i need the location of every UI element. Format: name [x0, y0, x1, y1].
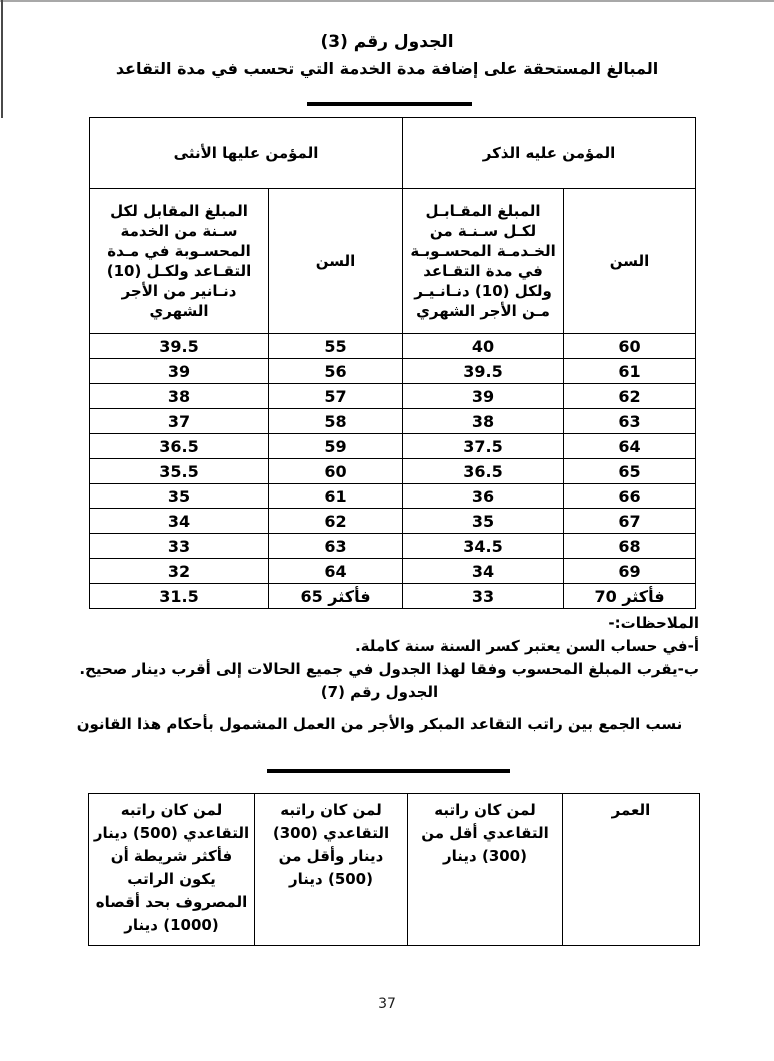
male-age-cell: 65 [564, 459, 696, 484]
table3-subtitle: المبالغ المستحقة على إضافة مدة الخدمة التي تحسب في مدة التقاعد [115, 59, 659, 78]
table3-body [90, 118, 696, 609]
female-age-cell: 63 [269, 534, 403, 559]
table7 [88, 793, 700, 946]
male-amount-cell: 34 [403, 559, 564, 584]
title-underline [307, 102, 472, 106]
male-amount-cell: 36 [403, 484, 564, 509]
table3-data-row [90, 534, 696, 559]
male-insured-header: المؤمن عليه الذكر [403, 118, 696, 189]
male-age-cell: 60 [564, 334, 696, 359]
female-amount-cell: 35 [90, 484, 269, 509]
table3-data-row [90, 484, 696, 509]
male-age-cell: 61 [564, 359, 696, 384]
male-age-cell: 66 [564, 484, 696, 509]
notes-section [60, 612, 699, 736]
female-amount-cell: 36.5 [90, 434, 269, 459]
scan-artifact-top-edge [0, 0, 774, 2]
female-amount-column-header: المبلغ المقابل لكل سـنة من الخدمة المحسـوبة في مـدة التقـاعد ولكـل (10) دنـانير من الأجر الشهري [90, 189, 269, 334]
female-age-cell: 62 [269, 509, 403, 534]
table3-data-row [90, 384, 696, 409]
female-amount-cell: 34 [90, 509, 269, 534]
male-amount-cell: 34.5 [403, 534, 564, 559]
female-amount-cell: 39.5 [90, 334, 269, 359]
table7-divider-line [267, 769, 510, 773]
pension-under-300-header: لمن كان راتبه التقاعدي أقل من (300) دينار [408, 794, 563, 946]
table3-data-row [90, 584, 696, 609]
male-amount-cell: 37.5 [403, 434, 564, 459]
female-insured-header: المؤمن عليها الأنثى [90, 118, 403, 189]
table7-subtitle: نسب الجمع بين راتب التقاعد المبكر والأجر من العمل المشمول بأحكام هذا القانون [76, 715, 683, 733]
male-amount-cell: 36.5 [403, 459, 564, 484]
table7-header-row [89, 794, 700, 946]
female-age-cell: 60 [269, 459, 403, 484]
female-amount-cell: 33 [90, 534, 269, 559]
male-age-cell: 64 [564, 434, 696, 459]
female-amount-cell: 35.5 [90, 459, 269, 484]
female-age-cell: 55 [269, 334, 403, 359]
notes-heading: الملاحظات:- [608, 614, 699, 632]
table3-group-header-row [90, 118, 696, 189]
female-amount-cell: 32 [90, 559, 269, 584]
male-age-cell: 68 [564, 534, 696, 559]
male-amount-cell: 33 [403, 584, 564, 609]
female-age-cell: 57 [269, 384, 403, 409]
table3-data-row [90, 559, 696, 584]
table3-title: الجدول رقم (3) [320, 32, 454, 52]
male-amount-cell: 40 [403, 334, 564, 359]
male-amount-cell: 39 [403, 384, 564, 409]
male-age-cell: 62 [564, 384, 696, 409]
table3-data-row [90, 409, 696, 434]
age-column-header: العمر [563, 794, 700, 946]
male-amount-cell: 38 [403, 409, 564, 434]
pension-over-500-header: لمن كان راتبه التقاعدي (500) دينار فأكثر شريطة أن يكون الراتب المصروف بحد أقصاه (1000) دينار [89, 794, 255, 946]
table3-data-row [90, 359, 696, 384]
male-amount-cell: 35 [403, 509, 564, 534]
male-age-column-header: السن [564, 189, 696, 334]
female-age-cell: 65 فأكثر [269, 584, 403, 609]
female-age-cell: 56 [269, 359, 403, 384]
female-amount-cell: 38 [90, 384, 269, 409]
female-amount-cell: 37 [90, 409, 269, 434]
pension-300-to-500-header: لمن كان راتبه التقاعدي (300) دينار وأقل من (500) دينار [255, 794, 408, 946]
table3-data-row [90, 459, 696, 484]
male-age-cell: 70 فأكثر [564, 584, 696, 609]
table7-title: الجدول رقم (7) [320, 683, 439, 701]
female-age-cell: 59 [269, 434, 403, 459]
male-amount-cell: 39.5 [403, 359, 564, 384]
male-age-cell: 67 [564, 509, 696, 534]
female-amount-cell: 31.5 [90, 584, 269, 609]
table3-data-row [90, 509, 696, 534]
table3-data-row [90, 334, 696, 359]
note-item-a: أ-في حساب السن يعتبر كسر السنة سنة كاملة. [354, 637, 699, 655]
table3-data-row [90, 434, 696, 459]
male-age-cell: 63 [564, 409, 696, 434]
male-age-cell: 69 [564, 559, 696, 584]
male-amount-column-header: المبلغ المقـابـل لكـل سـنـة من الخـدمـة المحسـوبـة في مدة التقـاعد ولكل (10) دنـانـيـر مـن الأجر الشهري [403, 189, 564, 334]
note-item-b: ب-يقرب المبلغ المحسوب وفقا لهذا الجدول في جميع الحالات إلى أقرب دينار صحيح. [79, 660, 699, 678]
female-age-cell: 58 [269, 409, 403, 434]
female-age-cell: 61 [269, 484, 403, 509]
page-number: 37 [378, 996, 396, 1012]
female-age-cell: 64 [269, 559, 403, 584]
table3-column-header-row [90, 189, 696, 334]
table3 [89, 117, 696, 609]
female-amount-cell: 39 [90, 359, 269, 384]
female-age-column-header: السن [269, 189, 403, 334]
